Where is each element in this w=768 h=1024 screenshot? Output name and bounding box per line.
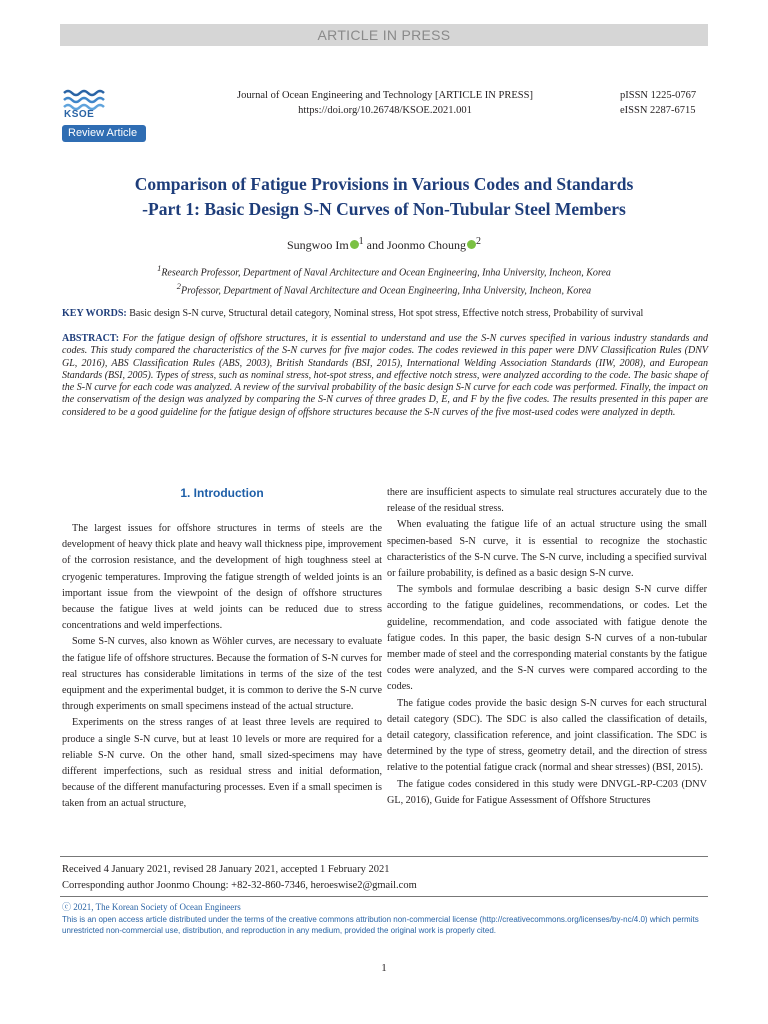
author-2-sup: 2 — [476, 236, 481, 247]
affiliation-1: Research Professor, Department of Naval Architecture and Ocean Engineering, Inha University, Incheon, Korea — [161, 267, 611, 279]
orcid-icon[interactable] — [350, 240, 359, 249]
review-article-badge: Review Article — [62, 125, 146, 142]
ksoe-logo-text: KSOE — [64, 109, 95, 120]
orcid-icon[interactable] — [467, 240, 476, 249]
title-line-2: -Part 1: Basic Design S-N Curves of Non-Tubular Steel Members — [142, 199, 626, 219]
paragraph: The fatigue codes considered in this study were DNVGL-RP-C203 (DNV GL, 2016), Guide for Fatigue Assessment of Offshore Structures — [387, 778, 707, 806]
keywords-label: KEY WORDS: — [62, 308, 127, 319]
issn-block — [620, 88, 696, 118]
article-title — [70, 172, 698, 222]
affiliation-2: Professor, Department of Naval Architecture and Ocean Engineering, Inha University, Incheon, Korea — [180, 285, 592, 297]
eissn: eISSN 2287-6715 — [620, 105, 696, 116]
author-list — [60, 234, 708, 253]
abstract-text: For the fatigue design of offshore structures, it is essential to understand and use the S-N curves specified in various industry standards and codes. This study compared the characteristics of the S-N curves for five major codes. The codes reviewed in this paper were DNV Classification Rules (DNV GL, 2016), ABS Classification Rules (ABS, 2003), British Standards (BSI, 2015), International Welding Association Standards (IIW, 2008), and European Standards (BSI, 2005). Types of stress, such as nominal stress, hot-spot stress, and effective notch stress, were analyzed according to the code. The basic shape of the S-N curve for each code was analyzed. A review of the survival probability of the basic design S-N curve for each code was performed. Finally, the impact on the conservatism of the design was analyzed by comparing the S-N curves of three grades D, E, and F by the five codes. The results presented in this paper are considered to be a good guideline for the fatigue design of offshore structures because the S-N curves of the five most-used codes were analyzed in depth. — [62, 333, 708, 418]
copyright-line: ⓒ 2021, The Korean Society of Ocean Engineers — [62, 902, 241, 912]
author-1: Sungwoo Im — [286, 238, 349, 252]
author-conjunction: and — [363, 238, 387, 252]
paragraph: The fatigue codes provide the basic design S-N curves for each structural detail category (SDC). The SDC is also called the classification of details, detail category, classification reference, and joint classification. The SDC is determined by the type of stress, geometry detail, and the direction of stress relative to the potential fatigue crack (normal and shear stresses) (BSI, 2015). — [387, 697, 707, 774]
abstract — [62, 333, 708, 419]
affiliations — [60, 262, 708, 299]
license-text: This is an open access article distributed under the terms of the creative commons attribution non-commercial license (http://creativecommons.org/licenses/by-nc/4.0) which permits unrestricted non-commercial use, distribution, and reproduction in any medium, provided the original work is properly cited. — [62, 914, 699, 935]
received-info — [62, 862, 417, 894]
journal-header — [210, 88, 560, 118]
body-column-right — [387, 485, 707, 809]
body-column-left — [62, 485, 382, 813]
paragraph: there are insufficient aspects to simulate real structures accurately due to the release of the residual stress. — [387, 487, 707, 515]
section-heading: 1. Introduction — [180, 486, 264, 500]
journal-status: [ARTICLE IN PRESS] — [432, 90, 533, 101]
paragraph: When evaluating the fatigue life of an actual structure using the small specimen-based S-N curve, it is essential to recognize the stochastic characteristics of the S-N curve. The S-N curve, including a specified survival or failure probability, is defined as a basic design S-N curve. — [387, 519, 707, 580]
journal-name: Journal of Ocean Engineering and Technology — [237, 90, 433, 101]
article-in-press-banner: ARTICLE IN PRESS — [60, 24, 708, 46]
footer-divider — [60, 856, 708, 857]
title-line-1: Comparison of Fatigue Provisions in Various Codes and Standards — [134, 174, 634, 194]
paragraph: Experiments on the stress ranges of at least three levels are required to produce a single S-N curve, but at least 10 levels or more are required for a reliable S-N curve. On the other hand, small sized-specimens may have different imperfections, such as residual stress and initial deformation, because of the different manufacturing processes. Even if a small specimen is taken from an actual structure, — [62, 717, 382, 810]
author-2: Joonmo Choung — [386, 238, 466, 252]
paragraph: The symbols and formulae describing a basic design S-N curve differ according to the fatigue guidelines, recommendations, or codes. Let the guideline, recommendation, and code associated with fatigue denote the fatigue codes. In this paper, the basic design S-N curves of a non-tubular member made of steel and the corresponding material constants by the fatigue codes were analyzed, and the S-N curves were compared according to the codes. — [387, 584, 707, 693]
author-1-sup: 1 — [358, 236, 364, 247]
corresponding-author: Corresponding author Joonmo Choung: +82-32-860-7346, heroeswise2@gmail.com — [62, 880, 417, 891]
received-dates: Received 4 January 2021, revised 28 January 2021, accepted 1 February 2021 — [62, 864, 390, 875]
page-number: 1 — [381, 962, 387, 974]
pissn: pISSN 1225-0767 — [620, 90, 697, 101]
abstract-label: ABSTRACT: — [62, 333, 120, 344]
affiliation-1-sup: 1 — [157, 264, 162, 273]
paragraph: Some S-N curves, also known as Wöhler curves, are necessary to evaluate the fatigue life of offshore structures. Because the formation of S-N curves for real structures has considerable limitations in terms of the size of the test equipment and the experimental budget, it is common to derive the S-N curve through experiments on small specimens instead of the actual structure. — [62, 636, 382, 713]
footer-divider — [60, 896, 708, 897]
copyright-block — [62, 902, 708, 937]
keywords-text: Basic design S-N curve, Structural detail category, Nominal stress, Hot spot stress, Effective notch stress, Probability of survival — [126, 308, 644, 319]
journal-doi[interactable]: https://doi.org/10.26748/KSOE.2021.001 — [298, 105, 472, 116]
keywords — [62, 307, 708, 321]
affiliation-2-sup: 2 — [176, 282, 181, 292]
paragraph: The largest issues for offshore structures in terms of steels are the development of heavy thick plate and heavy wall thickness pipe, improvement of the corrosion resistance, and the development of high toughness steel at cryogenic temperatures. Improving the fatigue strength of welded joints is an important issue from the viewpoint of the design of offshore structures because the fatigue lives at weld joints can be reduced due to stress concentrations and weld imperfections. — [62, 523, 382, 632]
